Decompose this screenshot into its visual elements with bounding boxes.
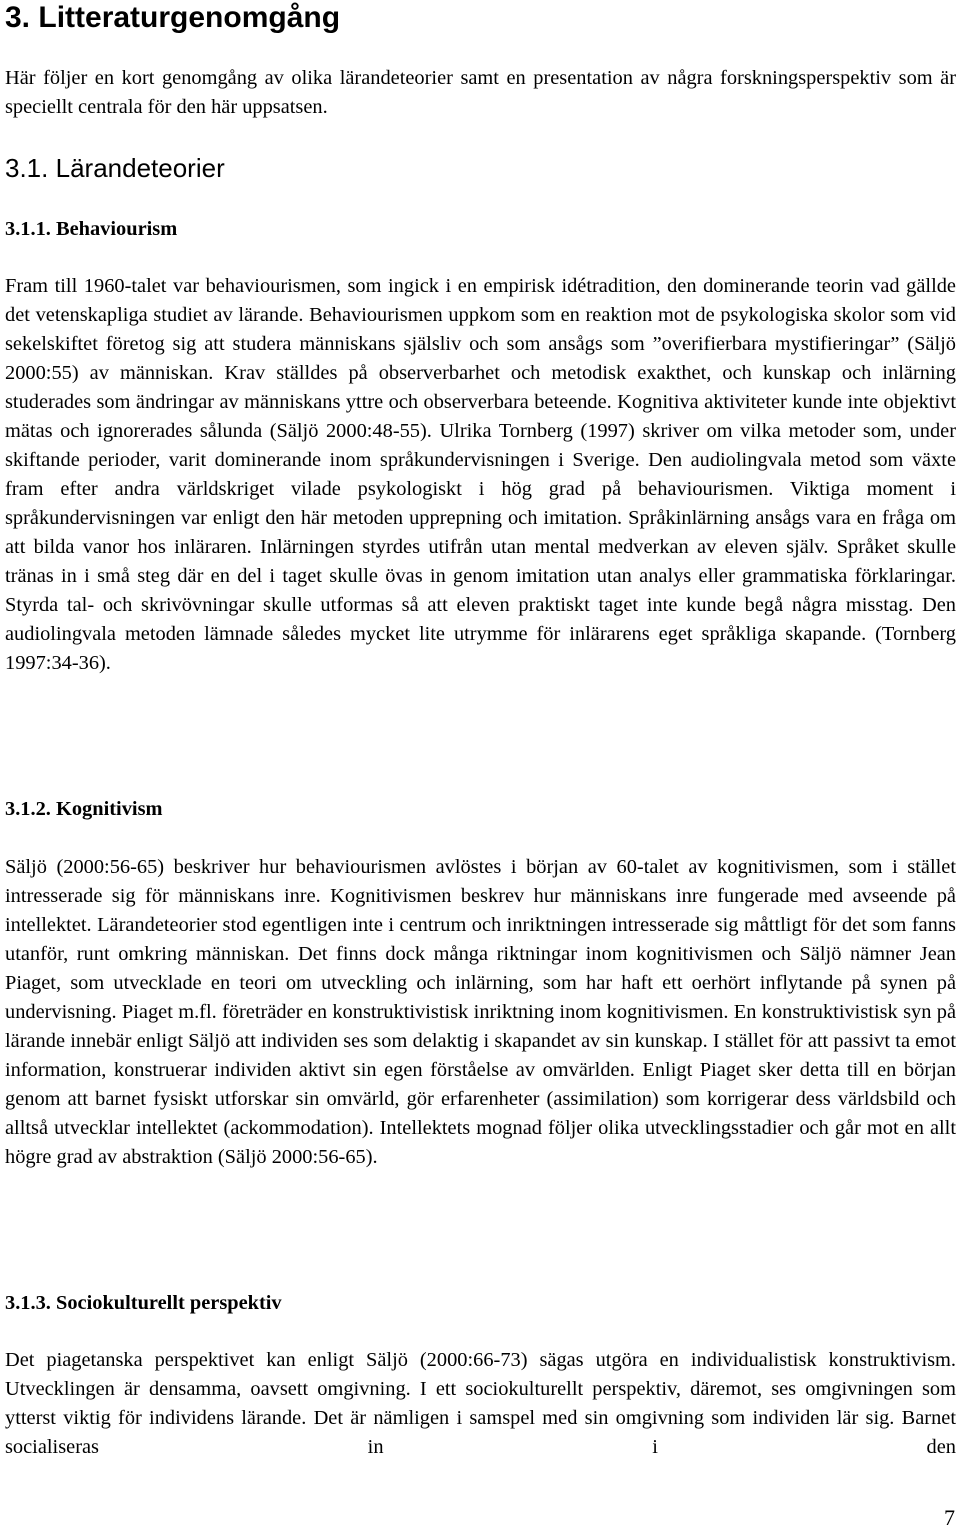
page-number: 7 xyxy=(944,1505,955,1530)
subsection-heading-kognitivism xyxy=(5,795,163,824)
subsection-title: Sociokulturellt perspektiv xyxy=(56,1292,282,1314)
section-number: 3.1. xyxy=(5,153,49,183)
subsection-title: Kognitivism xyxy=(56,798,163,820)
paragraph-behaviourism: Fram till 1960-talet var behaviourismen, som ingick i en empirisk idétradition, den dominerande teorin vad gällde det vetenskapliga studiet av lärande. Behaviourismen uppkom som en reaktion mot de psykologiska skolor som vid sekelskiftet företog sig att studera människans själsliv och som ansågs som ”overifierbara mystifieringar” (Säljö 2000:55) av människan. Krav ställdes på observerbarhet och metodisk exakthet, och kunskap och inlärning studerades som ändringar av människans yttre och observerbara beteende. Kognitiva aktiviteter kunde inte objektivt mätas och ignorerades sålunda (Säljö 2000:48-55). Ulrika Tornberg (1997) skriver om vilka metoder som, under skiftande perioder, varit dominerande inom språkundervisningen i Sverige. Den audiolingvala metod som växte fram efter andra världskriget vilade psykologiskt i hög grad på behaviourismen. Viktiga moment i språkundervisningen var enligt den här metoden upprepning och imitation. Språkinlärning ansågs vara en fråga om att bilda vanor hos inläraren. Inlärningen styrdes utifrån utan mental medverkan av eleven själv. Språket skulle tränas in i små steg där en del i taget skulle övas in genom imitation utan analys eller grammatiska förklaringar. Styrda tal- och skrivövningar skulle utformas så att eleven praktiskt taget inte kunde begå några misstag. Den audiolingvala metoden lämnade således mycket lite utrymme för inlärarens eget språkliga skapande. (Tornberg 1997:34-36). xyxy=(5,275,956,674)
paragraph-kognitivism: Säljö (2000:56-65) beskriver hur behaviourismen avlöstes i början av 60-talet av kognitivismen, som i stället intresserade sig för människans inre. Kognitivismen beskrev hur människans inre fungerade med avseende på intellektet. Lärandeteorier stod egentligen inte i centrum och inriktningen intresserade sig måttligt för det som fanns utanför, runt omkring människan. Det finns dock många riktningar inom kognitivismen och Säljö nämner Jean Piaget, som utvecklade en teori om utveckling och inlärning, som har haft ett oerhört inflytande på synen på undervisning. Piaget m.fl. företräder en konstruktivistisk inriktning inom kognitivismen. En konstruktivistisk syn på lärande innebär enligt Säljö att individen ses som delaktig i skapandet av sin kunskap. I stället för att passivt ta emot information, konstruerar individen aktivt sin egen förståelse av omvärlden. Enligt Piaget sker detta till en början genom att barnet fysiskt utforskar sin omvärld, gör erfarenheter (assimilation) som korrigerar dess världsbild och alltså utvecklar intellektet (ackommodation). Intellektets mognad följer olika utvecklingsstadier och går mot en allt högre grad av abstraktion (Säljö 2000:56-65). xyxy=(5,856,956,1168)
section-heading xyxy=(5,152,225,184)
subsection-number: 3.1.3. xyxy=(5,1292,51,1314)
chapter-title: Litteraturgenomgång xyxy=(38,1,341,34)
subsection-number: 3.1.1. xyxy=(5,218,51,240)
subsection-heading-behaviourism xyxy=(5,215,177,244)
subsection-heading-sociokulturellt xyxy=(5,1289,282,1318)
section-title: Lärandeteorier xyxy=(55,153,225,183)
subsection-title: Behaviourism xyxy=(56,218,178,240)
subsection-number: 3.1.2. xyxy=(5,798,51,820)
intro-paragraph: Här följer en kort genomgång av olika lärandeteorier samt en presentation av några forskningsperspektiv som är speciellt centrala för den här uppsatsen. xyxy=(5,67,956,118)
chapter-heading xyxy=(5,0,340,36)
paragraph-sociokulturellt: Det piagetanska perspektivet kan enligt Säljö (2000:66-73) sägas utgöra en individualistisk konstruktivism. Utvecklingen är densamma, oavsett omgivning. I ett sociokulturellt perspektiv, däremot, ses omgivningen som ytterst viktig för individens lärande. Det är nämligen i samspel med sin omgivning som individen lär sig. Barnet socialiseras in i den xyxy=(5,1349,956,1458)
chapter-number: 3. xyxy=(5,1,31,34)
